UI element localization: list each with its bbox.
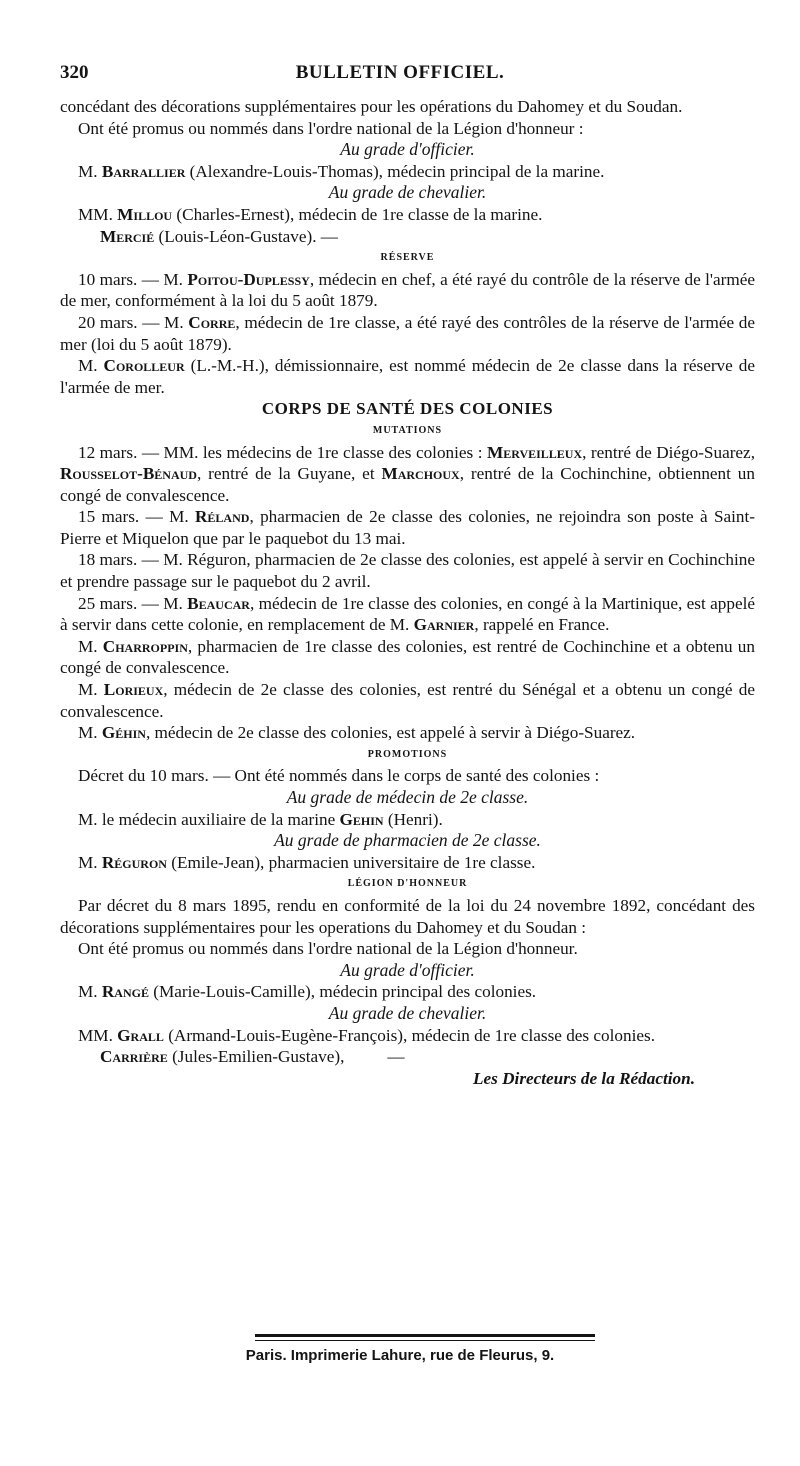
mutation-entry: M. Lorieux, médecin de 2e classe des colonies, est rentré du Sénégal et a obtenu un congé de convalescence. xyxy=(60,680,755,721)
person-name: Gehin xyxy=(339,809,384,829)
officier-entry: M. Barrallier (Alexandre-Louis-Thomas), médecin principal de la marine. xyxy=(78,161,605,181)
journal-title: BULLETIN OFFICIEL. xyxy=(295,62,505,83)
person-name: Mercié xyxy=(100,226,155,246)
person-name: Barrallier xyxy=(101,161,186,181)
person-name: Carrière xyxy=(100,1047,168,1067)
legion-statement: Ont été promus ou nommés dans l'ordre national de la Légion d'honneur. xyxy=(78,939,578,959)
promotion-entry: M. le médecin auxiliaire de la marine Gehin (Henri). xyxy=(78,809,443,829)
chevalier-entry: Carrière (Jules-Emilien-Gustave), — xyxy=(100,1047,405,1067)
mutation-entry: 15 mars. — M. Réland, pharmacien de 2e classe des colonies, ne rejoindra son poste à Saint-Pierre et Miquelon que par le paquebot du 13 mai. xyxy=(60,507,755,548)
decret-line: Décret du 10 mars. — Ont été nommés dans le corps de santé des colonies : xyxy=(78,766,600,786)
rubric-reserve: RÉSERVE xyxy=(380,252,435,264)
person-name: Merveilleux xyxy=(486,442,583,462)
grade-heading-pharmacien: Au grade de pharmacien de 2e classe. xyxy=(274,830,541,851)
officier-entry: M. Rangé (Marie-Louis-Camille), médecin principal des colonies. xyxy=(78,982,537,1002)
intro-statement: Ont été promus ou nommés dans l'ordre national de la Légion d'honneur : xyxy=(78,118,584,138)
promotion-entry: M. Réguron (Emile-Jean), pharmacien universitaire de 1re classe. xyxy=(78,852,536,872)
chevalier-entry: Mercié (Louis-Léon-Gustave). — xyxy=(100,226,338,246)
mutation-entry: M. Géhin, médecin de 2e classe des colonies, est appelé à servir à Diégo-Suarez. xyxy=(78,723,636,743)
printer-imprint: Paris. Imprimerie Lahure, rue de Fleurus, 9. xyxy=(245,1347,555,1364)
person-name: Lorieux xyxy=(103,680,164,700)
chevalier-entry: MM. Grall (Armand-Louis-Eugène-François), médecin de 1re classe des colonies. xyxy=(78,1025,655,1045)
rubric-legion: LÉGION D'HONNEUR xyxy=(347,878,468,890)
person-name: Rousselot-Bénaud xyxy=(60,464,197,484)
person-name: Corolleur xyxy=(103,356,185,376)
signature: Les Directeurs de la Rédaction. xyxy=(473,1068,695,1088)
mutation-entry: 18 mars. — M. Réguron, pharmacien de 2e classe des colonies, est appelé à servir en Cochinchine et prendre passage sur le paquebot du 2 avril. xyxy=(60,550,755,592)
person-name: Marchoux xyxy=(381,464,460,484)
rubric-promotions: PROMOTIONS xyxy=(367,748,448,760)
person-name: Poitou-Duplessy xyxy=(187,269,310,289)
person-name: Rangé xyxy=(101,982,149,1002)
rubric-mutations: MUTATIONS xyxy=(372,424,443,436)
person-name: Garnier xyxy=(413,615,475,635)
mutation-entry: 12 mars. — MM. les médecins de 1re classe des colonies : Merveilleux, rentré de Diégo-Suarez, Rousselot-Bénaud, rentré de la Guyane, et Marchoux, rentré de la Cochinchine, obtiennent un congé de convalescence. xyxy=(60,442,755,505)
person-name: Beaucar xyxy=(187,593,250,613)
grade-heading-chevalier: Au grade de chevalier. xyxy=(328,182,487,203)
mutation-entry: M. Charroppin, pharmacien de 1re classe des colonies, est rentré de Cochinchine et a obtenu un congé de convalescence. xyxy=(60,636,755,678)
grade-heading-chevalier: Au grade de chevalier. xyxy=(328,1002,487,1023)
page-number: 320 xyxy=(60,62,89,83)
intro-continuation: concédant des décorations supplémentaires pour les opérations du Dahomey et du Soudan. xyxy=(60,97,683,116)
reserve-entry: 20 mars. — M. Corre, médecin de 1re classe, a été rayé des contrôles de la réserve de l'armée de mer (loi du 5 août 1879). xyxy=(60,312,755,354)
person-name: Grall xyxy=(117,1025,164,1045)
mutation-entry: 25 mars. — M. Beaucar, médecin de 1re classe des colonies, en congé à la Martinique, est appelé à servir dans cette colonie, en remplacement de M. Garnier, rappelé en France. xyxy=(60,593,755,635)
footer-rule-thin xyxy=(255,1340,595,1341)
grade-heading-officier: Au grade d'officier. xyxy=(340,139,475,160)
grade-heading-medecin: Au grade de médecin de 2e classe. xyxy=(286,787,529,807)
person-name: Millou xyxy=(117,204,173,224)
person-name: Corre xyxy=(188,312,236,332)
person-name: Géhin xyxy=(101,723,146,743)
body-text xyxy=(60,96,755,1089)
legion-decree: Par décret du 8 mars 1895, rendu en conformité de la loi du 24 novembre 1892, concédant des décorations supplémentaires pour les operations du Dahomey et du Soudan : xyxy=(60,895,755,937)
reserve-entry: M. Corolleur (L.-M.-H.), démissionnaire, est nommé médecin de 2e classe dans la réserve de l'armée de mer. xyxy=(60,356,755,397)
chevalier-entry: MM. Millou (Charles-Ernest), médecin de 1re classe de la marine. xyxy=(78,204,543,224)
footer-rule xyxy=(255,1334,595,1337)
grade-heading-officier: Au grade d'officier. xyxy=(340,959,475,980)
person-name: Réguron xyxy=(101,852,167,872)
running-head xyxy=(60,62,740,90)
reserve-entry: 10 mars. — M. Poitou-Duplessy, médecin en chef, a été rayé du contrôle de la réserve de l'armée de mer, conformément à la loi du 5 août 1879. xyxy=(60,269,755,311)
person-name: Charroppin xyxy=(102,636,188,656)
person-name: Réland xyxy=(195,507,250,527)
section-title: CORPS DE SANTÉ DES COLONIES xyxy=(261,399,554,419)
